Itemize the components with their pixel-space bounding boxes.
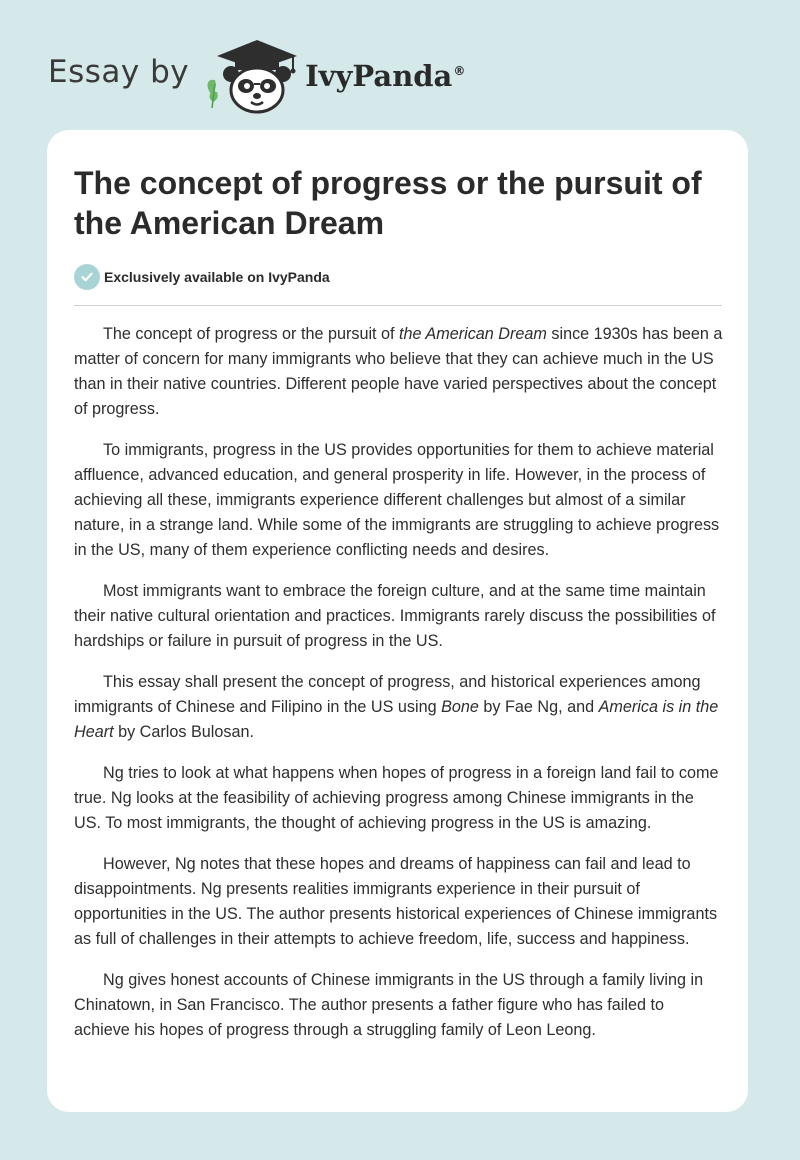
paragraph: Ng gives honest accounts of Chinese immigrants in the US through a family living in Chinatown, in San Francisco. The author presents a father figure who has failed to achieve his hopes of progress through a struggling family of Leon Leong. [74, 971, 704, 1039]
emphasis: the American Dream [399, 325, 547, 343]
paragraph: Most immigrants want to embrace the foreign culture, and at the same time maintain their native cultural orientation and practices. Immigrants rarely discuss the possibilities of hardships or failure in pursuit of progress in the US. [74, 582, 716, 650]
paragraph: Ng tries to look at what happens when hopes of progress in a foreign land fail to come true. Ng looks at the feasibility of achieving progress among Chinese immigrants in the US. To most immigrants, the thought of achieving progress in the US is amazing. [74, 764, 719, 832]
essay-card [47, 130, 748, 1112]
brand-name: IvyPanda® [305, 59, 466, 93]
brand-header[interactable] [48, 34, 465, 114]
book-title: America is in the Heart [74, 698, 719, 741]
exclusive-label: Exclusively available on IvyPanda [104, 269, 330, 285]
brand-prefix: Essay by [48, 54, 190, 90]
paragraph: The concept of progress or the pursuit of the American Dream since 1930s has been a matter of concern for many immigrants who believe that they can achieve much in the US than in their native countries. Different people have varied perspectives about the concept of progress. [74, 325, 723, 418]
essay-body [74, 322, 724, 1043]
exclusive-notice [74, 264, 722, 290]
essay-title: The concept of progress or the pursuit of the American Dream [74, 165, 702, 241]
book-title: Bone [441, 698, 479, 716]
panda-logo-icon [203, 34, 301, 114]
paragraph: To immigrants, progress in the US provides opportunities for them to achieve material affluence, advanced education, and general prosperity in life. However, in the process of achieving all these, immigrants experience different challenges but almost of a similar nature, in a strange land. While some of the immigrants are struggling to achieve progress in the US, many of them experience conflicting needs and desires. [74, 441, 720, 559]
paragraph: This essay shall present the concept of progress, and historical experiences among immigrants of Chinese and Filipino in the US using Bone by Fae Ng, and America is in the Heart by Carlos Bulosan. [74, 673, 719, 741]
registered-mark: ® [453, 64, 466, 79]
paragraph: However, Ng notes that these hopes and dreams of happiness can fail and lead to disappointments. Ng presents realities immigrants experience in their pursuit of opportunities in the US. The author presents historical experiences of Chinese immigrants as full of challenges in their attempts to achieve freedom, life, success and happiness. [74, 855, 718, 948]
check-badge-icon [74, 264, 100, 290]
divider [74, 305, 722, 306]
